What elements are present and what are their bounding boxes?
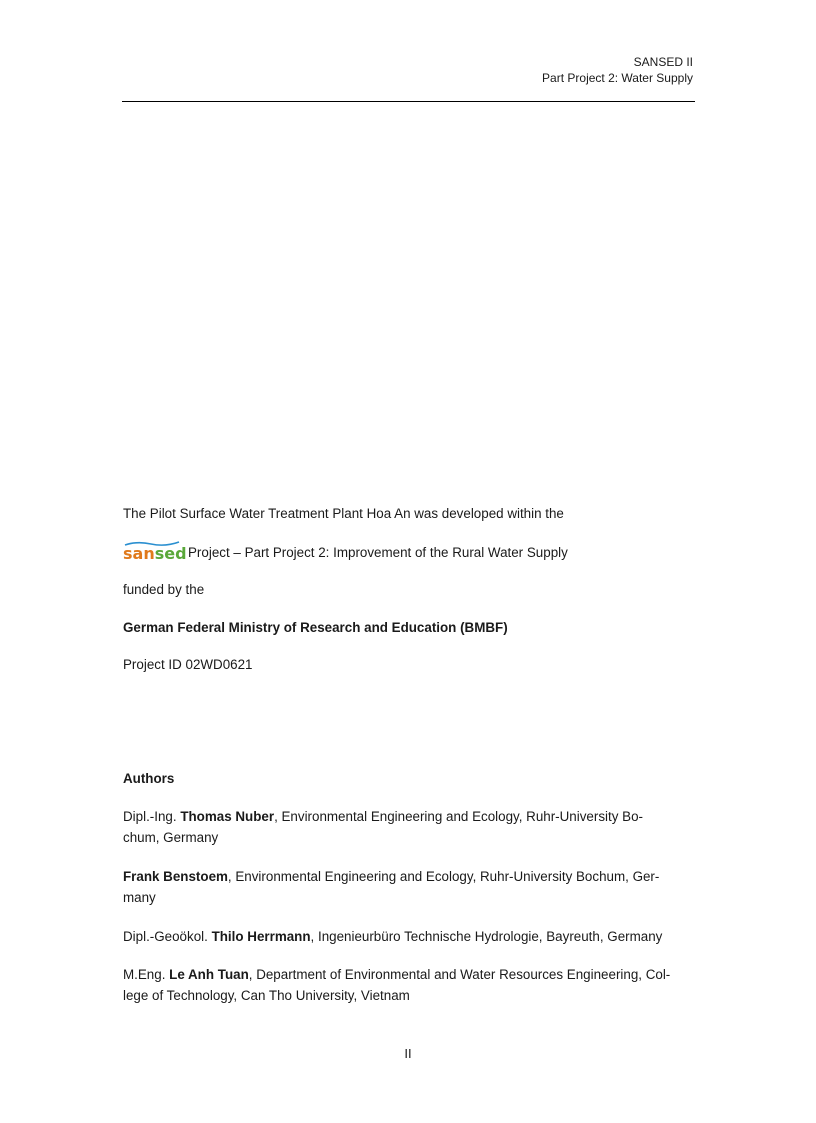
author-entry	[123, 926, 695, 947]
project-line	[123, 541, 695, 563]
author-name: Thilo Herrmann	[211, 929, 311, 944]
header-rule	[122, 101, 695, 102]
author-name: Thomas Nuber	[180, 809, 275, 824]
author-affiliation: , Ingenieurbüro Technische Hydrologie, Bayreuth, Germany	[310, 929, 663, 944]
author-affiliation-cont: many	[123, 890, 156, 905]
author-title: Dipl.-Ing.	[123, 809, 181, 824]
ministry-name: German Federal Ministry of Research and Education (BMBF)	[123, 620, 508, 635]
sansed-logo-graphic	[123, 541, 187, 563]
logo-wordmark: sansed	[123, 544, 187, 563]
page-number: II	[404, 1046, 412, 1061]
author-title: M.Eng.	[123, 967, 170, 982]
author-title: Dipl.-Geoökol.	[123, 929, 212, 944]
author-entry	[123, 866, 695, 908]
author-affiliation: , Environmental Engineering and Ecology, Ruhr-University Bochum, Ger-	[227, 869, 660, 884]
author-name: Frank Benstoem	[123, 869, 228, 884]
author-entry	[123, 964, 695, 1006]
author-name: Le Anh Tuan	[169, 967, 249, 982]
author-affiliation: , Environmental Engineering and Ecology, Ruhr-University Bo-	[274, 809, 643, 824]
project-id: Project ID 02WD0621	[123, 657, 253, 672]
author-entry	[123, 806, 695, 848]
intro-line: The Pilot Surface Water Treatment Plant Hoa An was developed within the	[123, 506, 564, 521]
funded-by-line: funded by the	[123, 582, 205, 597]
header-title: SANSED II	[633, 55, 693, 69]
author-affiliation-cont: lege of Technology, Can Tho University, Vietnam	[123, 988, 410, 1003]
sansed-logo	[123, 541, 187, 563]
header-subtitle: Part Project 2: Water Supply	[542, 71, 693, 85]
author-affiliation: , Department of Environmental and Water Resources Engineering, Col-	[248, 967, 671, 982]
authors-heading: Authors	[123, 771, 175, 786]
running-header	[542, 54, 693, 86]
project-line-text: Project – Part Project 2: Improvement of the Rural Water Supply	[188, 545, 568, 560]
author-affiliation-cont: chum, Germany	[123, 830, 219, 845]
